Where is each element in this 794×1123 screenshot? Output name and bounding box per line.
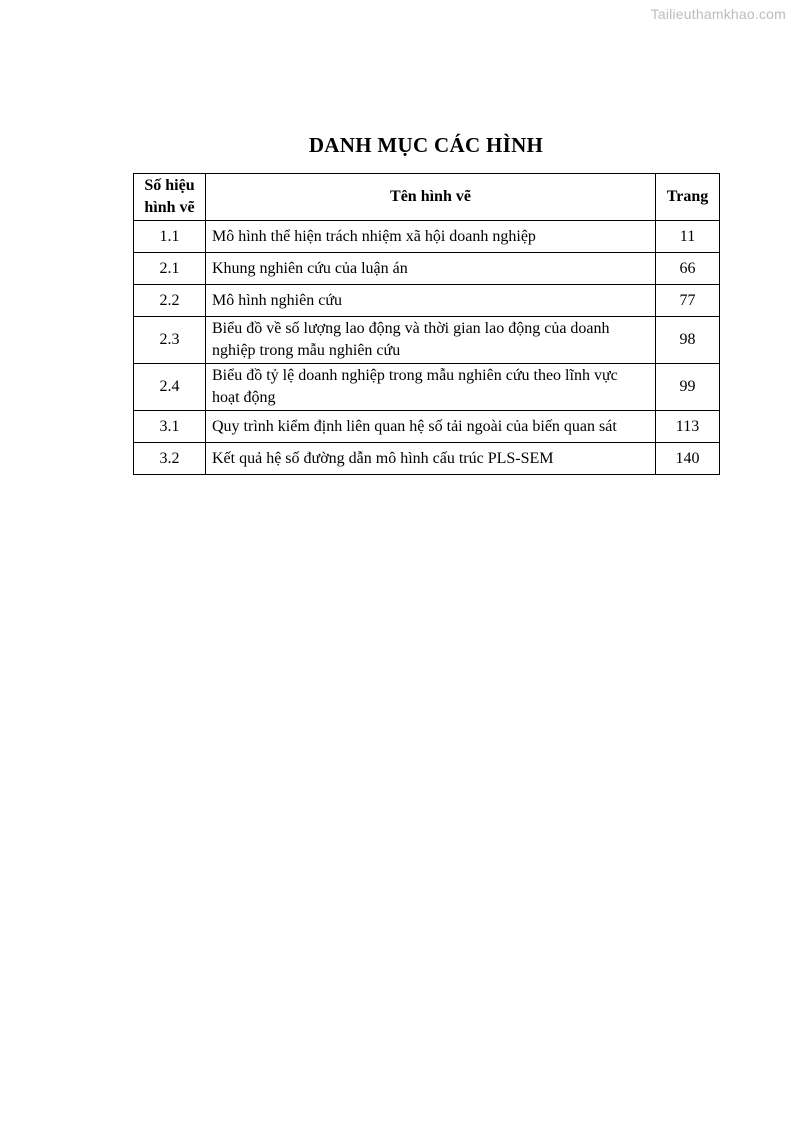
table-row bbox=[134, 317, 720, 364]
figure-page: 98 bbox=[656, 317, 720, 364]
figure-name: Biểu đồ tỷ lệ doanh nghiệp trong mẫu nghiên cứu theo lĩnh vực hoạt động bbox=[206, 364, 656, 411]
figure-page: 99 bbox=[656, 364, 720, 411]
page-title: DANH MỤC CÁC HÌNH bbox=[308, 133, 544, 157]
watermark: Tailieuthamkhao.com bbox=[650, 6, 786, 22]
figure-page: 66 bbox=[656, 253, 720, 285]
header-figure-number: Số hiệu hình vẽ bbox=[134, 174, 206, 221]
figure-list-table bbox=[133, 173, 720, 475]
figure-number: 2.1 bbox=[134, 253, 206, 285]
figure-number: 2.2 bbox=[134, 285, 206, 317]
figure-name: Mô hình thể hiện trách nhiệm xã hội doanh nghiệp bbox=[206, 221, 656, 253]
table-row bbox=[134, 364, 720, 411]
table-row bbox=[134, 285, 720, 317]
header-figure-name: Tên hình vẽ bbox=[206, 174, 656, 221]
table-row bbox=[134, 443, 720, 475]
figure-name: Khung nghiên cứu của luận án bbox=[206, 253, 656, 285]
figure-number: 3.2 bbox=[134, 443, 206, 475]
figure-page: 113 bbox=[656, 411, 720, 443]
table-header-row bbox=[134, 174, 720, 221]
figure-name: Mô hình nghiên cứu bbox=[206, 285, 656, 317]
figure-name: Kết quả hệ số đường dẫn mô hình cấu trúc PLS-SEM bbox=[206, 443, 656, 475]
figure-number: 3.1 bbox=[134, 411, 206, 443]
figure-number: 1.1 bbox=[134, 221, 206, 253]
figure-number: 2.3 bbox=[134, 317, 206, 364]
table-row bbox=[134, 411, 720, 443]
figure-name: Biểu đồ về số lượng lao động và thời gian lao động của doanh nghiệp trong mẫu nghiên cứu bbox=[206, 317, 656, 364]
figure-name: Quy trình kiểm định liên quan hệ số tải ngoài của biến quan sát bbox=[206, 411, 656, 443]
figure-page: 140 bbox=[656, 443, 720, 475]
figure-page: 77 bbox=[656, 285, 720, 317]
figure-page: 11 bbox=[656, 221, 720, 253]
table-row bbox=[134, 253, 720, 285]
figure-number: 2.4 bbox=[134, 364, 206, 411]
table-row bbox=[134, 221, 720, 253]
header-page: Trang bbox=[656, 174, 720, 221]
